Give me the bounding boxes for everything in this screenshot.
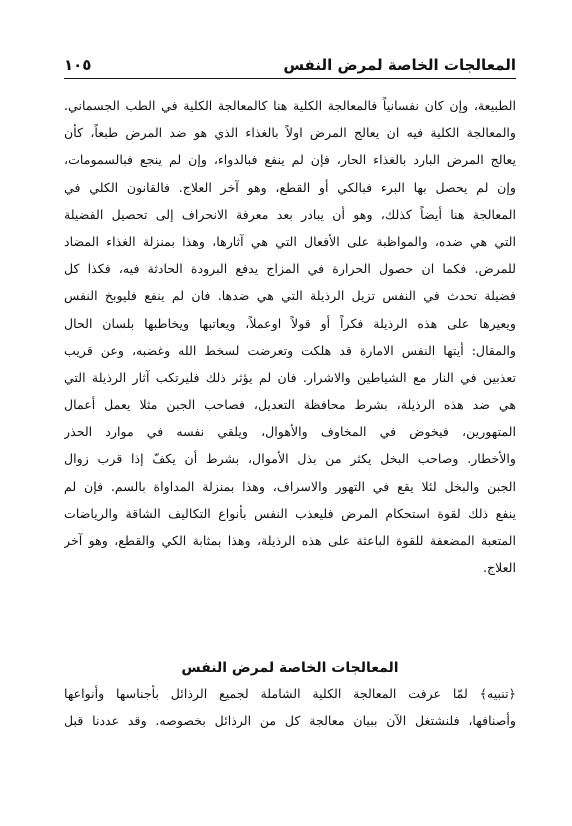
text-line: تعذبين في النار مع الشياطين والاشرار. فان لم يؤثر ذلك فليرتكب آثار الرذيلة التي — [64, 369, 516, 385]
text-line: وأصنافها، فلنشتغل الآن ببيان معالجة كل من الرذائل بخصوصه. وقد عددنا قبل — [64, 713, 516, 729]
page-number: ١٠٥ — [64, 56, 92, 74]
text-line: الجبن والبخل لئلا يقع في التهور والاسراف، وهذا بمنزلة المداواة بالسم. فإن لم — [64, 478, 516, 494]
running-header — [64, 54, 516, 80]
text-line: يعالج المرض البارد بالغذاء الحار، فإن لم ينفع فبالدواء، وإن لم ينجع فبالسمومات، — [64, 152, 516, 168]
text-line: هي ضد هذه الرذيلة، بشرط محافظة التعديل، فصاحب الجبن مثلا يعمل أعمال — [64, 397, 516, 413]
text-line: العلاج. — [482, 560, 516, 576]
text-line: ويعيرها على هذه الرذيلة فكراً أو قولاً اوعملاً، ويعاتبها ويخاطبها بلسان الحال — [64, 315, 516, 331]
text-line: المتعبة المضعفة للقوة الباعثة على هذه الرذيلة، وهذا بمثابة الكي والقطع، وهو آخر — [64, 533, 516, 548]
text-line: ﴿تنبيه﴾ لمّا عرفت المعالجة الكلية الشاملة لجميع الرذائل بأجناسها وأنواعها — [64, 686, 516, 701]
text-line: للمرض. فكما ان حصول الحرارة في المزاج يدفع البرودة الحادثة فيه، فكذا كل — [64, 261, 516, 277]
section-heading: المعالجات الخاصة لمرض النفس — [181, 660, 399, 676]
text-line: المعالجة هنا أيضاً كذلك، وهو أن يبادر بعد معرفة الانحراف إلى تحصيل الفضيلة — [64, 206, 516, 222]
running-header-title: المعالجات الخاصة لمرض النفس — [283, 56, 516, 74]
text-line: والمقال: أيتها النفس الامارة قد هلكت وتعرضت لسخط الله وغضبه، وعن قريب — [64, 342, 516, 358]
text-line: والأخطار. وصاحب البخل يكثر من بذل الأموال، بشرط أن يكفّ إذا قرب زوال — [64, 451, 516, 467]
main-paragraph — [64, 92, 516, 581]
text-line: التي هي ضده، والمواظبة على الأفعال التي هي آثارها، وهذا بمنزلة الغذاء المضاد — [64, 233, 516, 249]
section-paragraph — [64, 680, 516, 734]
text-line: وإن لم يحصل بها البرء فبالكي أو القطع، وهو آخر العلاج. فالقانون الكلي في — [64, 179, 516, 195]
text-line: فضيلة تحدث في النفس تزيل الرذيلة التي هي ضدها. فان لم ينفع فليوبخ النفس — [64, 288, 516, 304]
header-divider — [64, 78, 516, 79]
text-line: الطبيعة، وإن كان نفسانياً فالمعالجة الكلية هنا كالمعالجة الكلية في الطب الجسماني. — [64, 98, 516, 113]
text-line: ينفع ذلك لقوة استحكام المرض فليعذب النفس بأنواع التكاليف الشاقة والرياضات — [64, 505, 516, 521]
text-line: المتهورين، فيخوض في المخاوف والأهوال، ويلقي نفسه في موارد الحذر — [64, 424, 516, 440]
text-line: والمعالجة الكلية فيه ان يعالج المرض اولاً بالغذاء الذي هو ضد المرض طبعاً، كأن — [64, 125, 516, 141]
